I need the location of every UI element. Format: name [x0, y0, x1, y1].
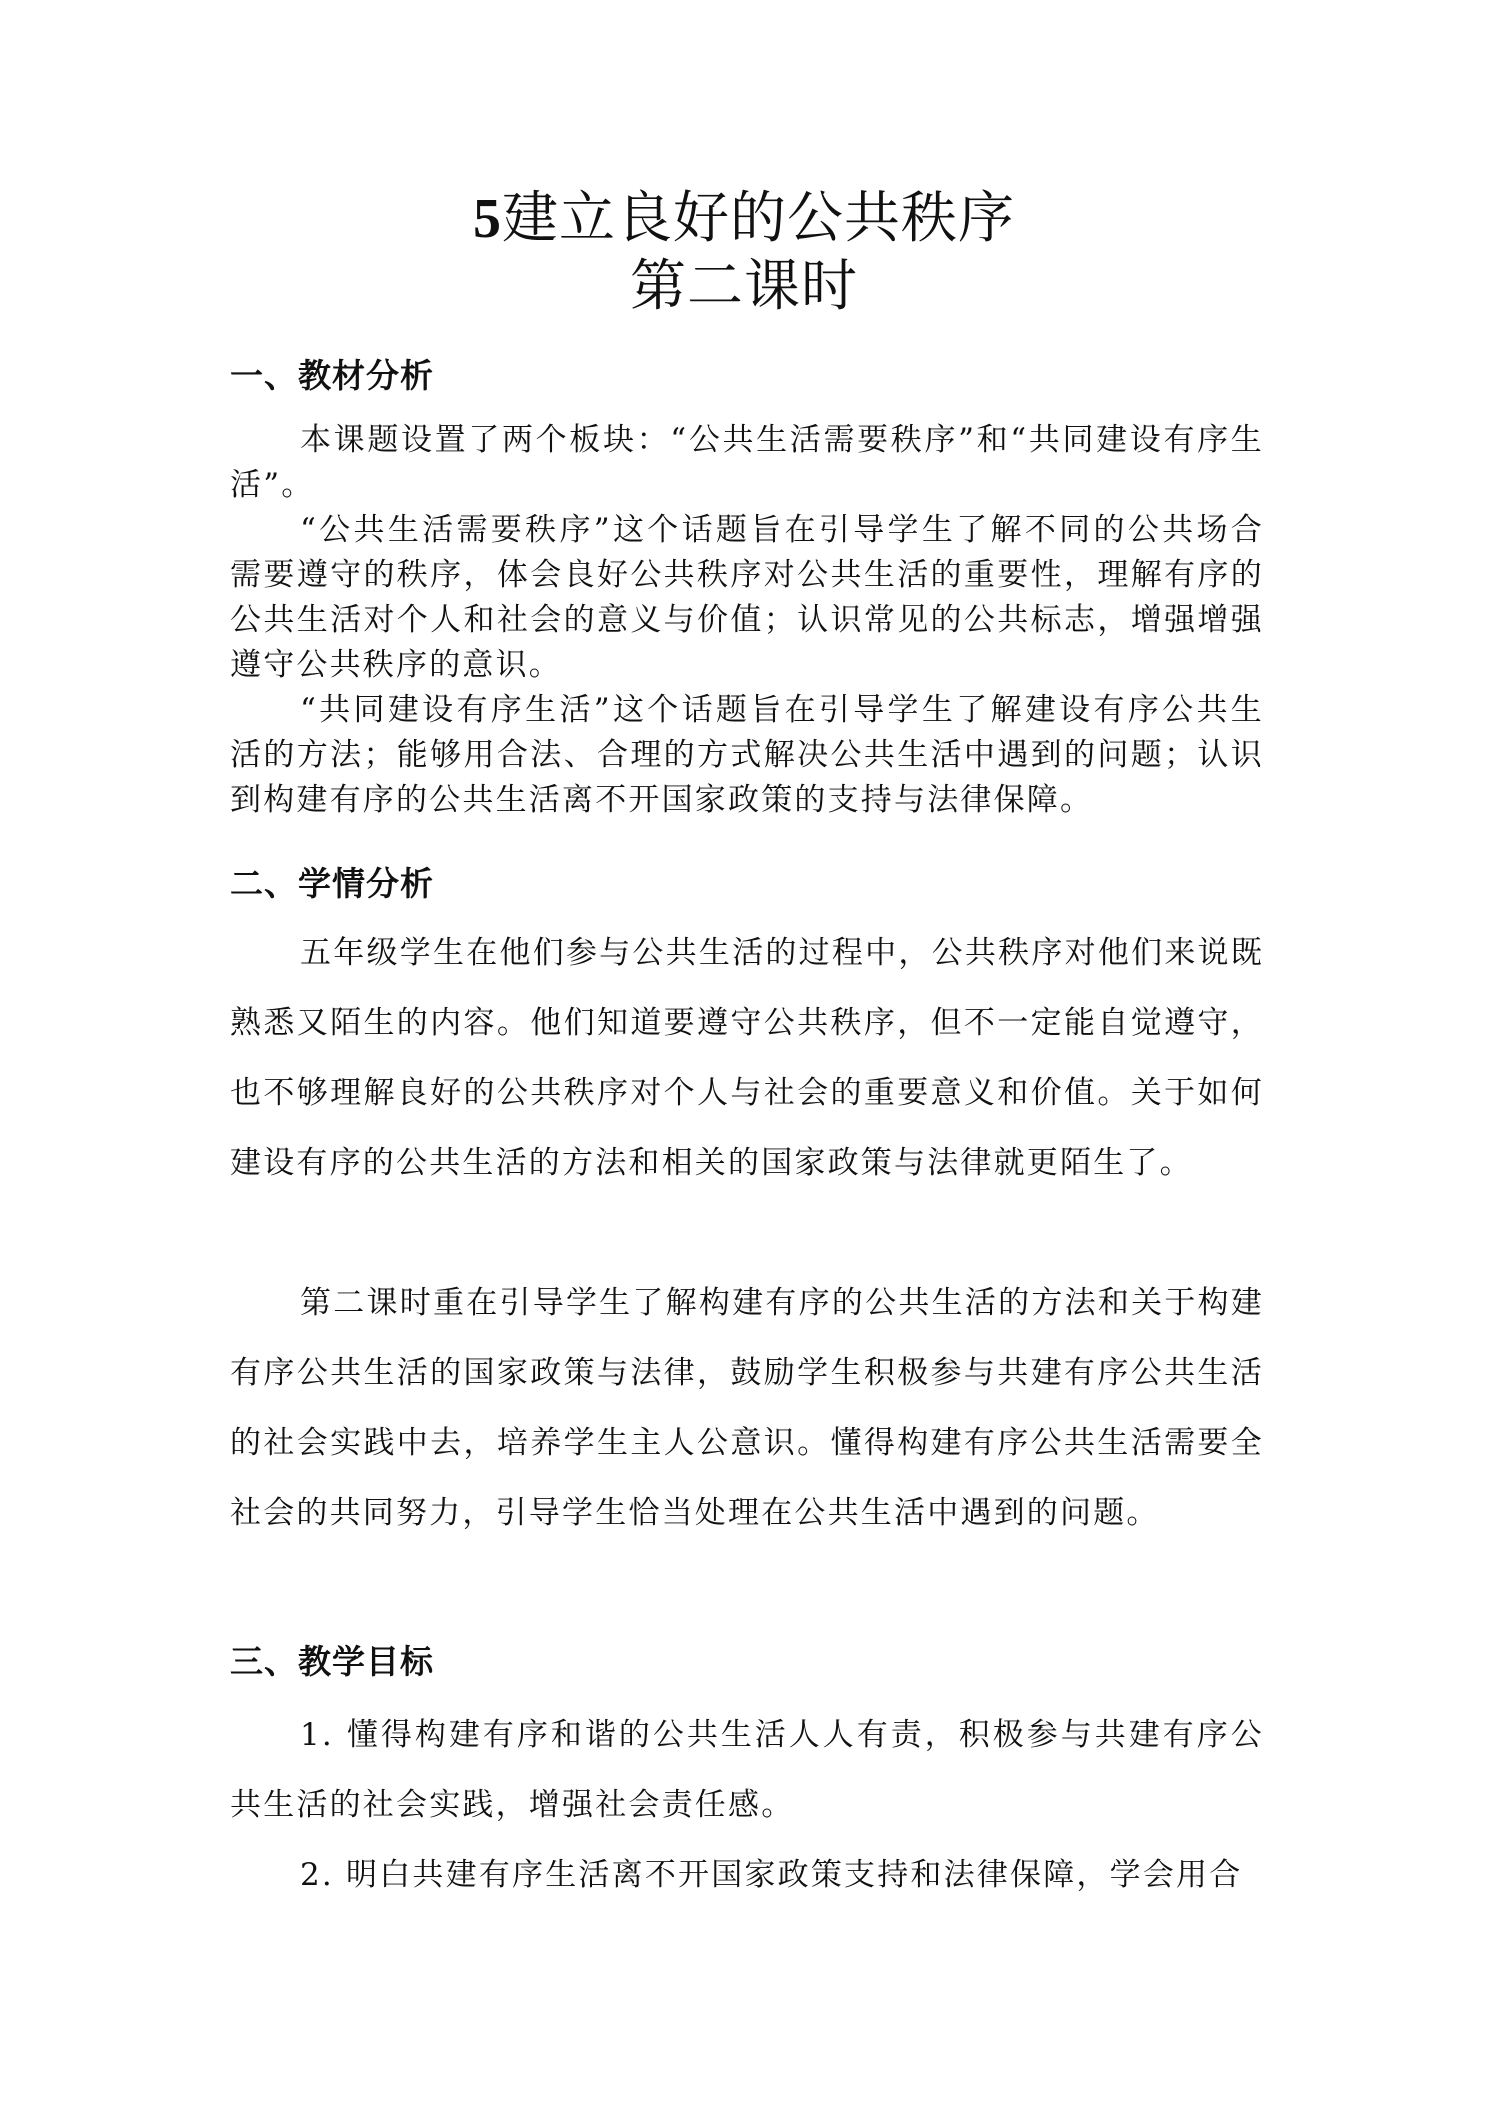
- paragraph: 五年级学生在他们参与公共生活的过程中，公共秩序对他们来说既熟悉又陌生的内容。他们知道要遵守公共秩序，但不一定能自觉遵守，也不够理解良好的公共秩序对个人与社会的重要意义和价值。关于如何建设有序的公共生活的方法和相关的国家政策与法律就更陌生了。: [230, 935, 1264, 1181]
- section-heading-teaching-goals: 三、教学目标: [230, 1642, 434, 1681]
- paragraph: 本课题设置了两个板块：“公共生活需要秩序”和“共同建设有序生活”。: [230, 422, 1264, 503]
- paragraph: 第二课时重在引导学生了解构建有序的公共生活的方法和关于构建有序公共生活的国家政策与法律，鼓励学生积极参与共建有序公共生活的社会实践中去，培养学生主人公意识。懂得构建有序公共生活需要全社会的共同努力，引导学生恰当处理在公共生活中遇到的问题。: [230, 1285, 1264, 1531]
- document-subtitle: 第二课时: [630, 256, 858, 318]
- section-heading-learner-analysis: 二、学情分析: [230, 864, 434, 903]
- paragraph: 2. 明白共建有序生活离不开国家政策支持和法律保障，学会用合: [300, 1857, 1243, 1893]
- paragraph: “共同建设有序生活”这个话题旨在引导学生了解建设有序公共生活的方法；能够用合法、合理的方式解决公共生活中遇到的问题；认识到构建有序的公共生活离不开国家政策的支持与法律保障。: [230, 692, 1264, 818]
- paragraph: “公共生活需要秩序”这个话题旨在引导学生了解不同的公共场合需要遵守的秩序，体会良好公共秩序对公共生活的重要性，理解有序的公共生活对个人和社会的意义与价值；认识常见的公共标志，增强增强遵守公共秩序的意识。: [230, 512, 1264, 683]
- title-number: 5: [473, 188, 502, 250]
- paragraph: 1. 懂得构建有序和谐的公共生活人人有责，积极参与共建有序公共生活的社会实践，增强社会责任感。: [230, 1717, 1264, 1823]
- document-title: [0, 186, 1488, 252]
- title-text: 建立良好的公共秩序: [502, 188, 1015, 250]
- section-heading-textbook-analysis: 一、教材分析: [230, 356, 434, 395]
